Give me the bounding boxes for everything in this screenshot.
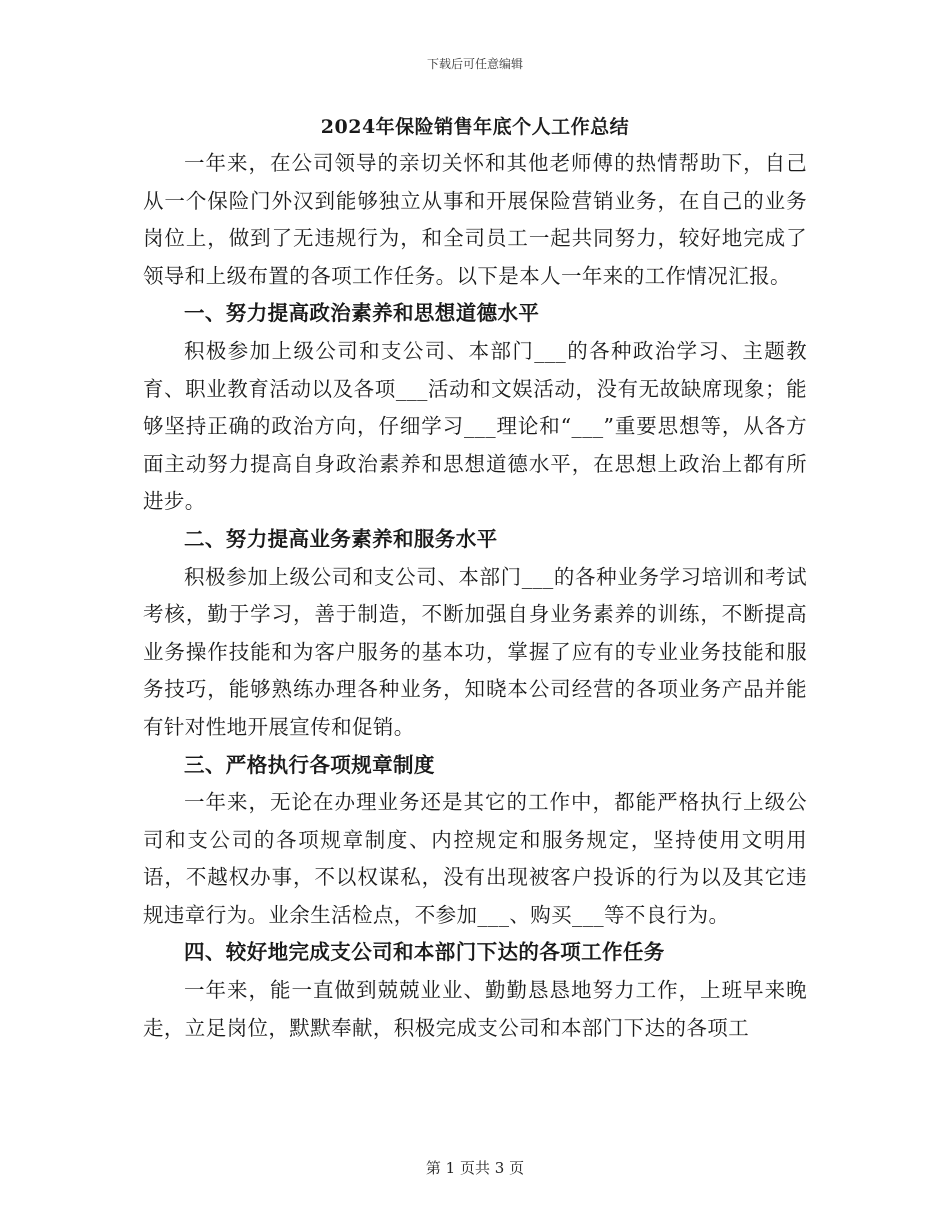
intro-paragraph: 一年来，在公司领导的亲切关怀和其他老师傅的热情帮助下，自己从一个保险门外汉到能够独立从事和开展保险营销业务，在自己的业务岗位上，做到了无违规行为，和全司员工一起共同努力，较好地完成了领导和上级布置的各项工作任务。以下是本人一年来的工作情况汇报。 <box>143 151 807 288</box>
section-heading-2: 二、努力提高业务素养和服务水平 <box>184 526 498 551</box>
section-body-3: 一年来，无论在办理业务还是其它的工作中，都能严格执行上级公司和支公司的各项规章制度、内控规定和服务规定，坚持使用文明用语，不越权办事，不以权谋私，没有出现被客户投诉的行为以及其它违规违章行为。业余生活检点，不参加___、购买___等不良行为。 <box>143 790 807 927</box>
section-body-2: 积极参加上级公司和支公司、本部门___的各种业务学习培训和考试考核，勤于学习，善于制造，不断加强自身业务素养的训练，不断提高业务操作技能和为客户服务的基本功，掌握了应有的专业业务技能和服务技巧，能够熟练办理各种业务，知晓本公司经营的各项业务产品并能有针对性地开展宣传和促销。 <box>143 564 807 739</box>
section-heading-4: 四、较好地完成支公司和本部门下达的各项工作任务 <box>184 940 665 965</box>
header-note: 下载后可任意编辑 <box>426 57 523 71</box>
section-body-4: 一年来，能一直做到兢兢业业、勤勤恳恳地努力工作，上班早来晚走，立足岗位，默默奉献，积极完成支公司和本部门下达的各项工 <box>143 978 807 1040</box>
document-title: 2024年保险销售年底个人工作总结 <box>320 116 630 138</box>
page-number-footer: 第 1 页共 3 页 <box>425 1159 525 1177</box>
section-heading-1: 一、努力提高政治素养和思想道德水平 <box>184 301 540 326</box>
section-heading-3: 三、严格执行各项规章制度 <box>184 752 435 777</box>
document-body <box>143 145 807 1047</box>
section-body-1: 积极参加上级公司和支公司、本部门___的各种政治学习、主题教育、职业教育活动以及各项___活动和文娱活动，没有无故缺席现象；能够坚持正确的政治方向，仔细学习___理论和“___”重要思想等，从各方面主动努力提高自身政治素养和思想道德水平，在思想上政治上都有所进步。 <box>143 338 807 514</box>
